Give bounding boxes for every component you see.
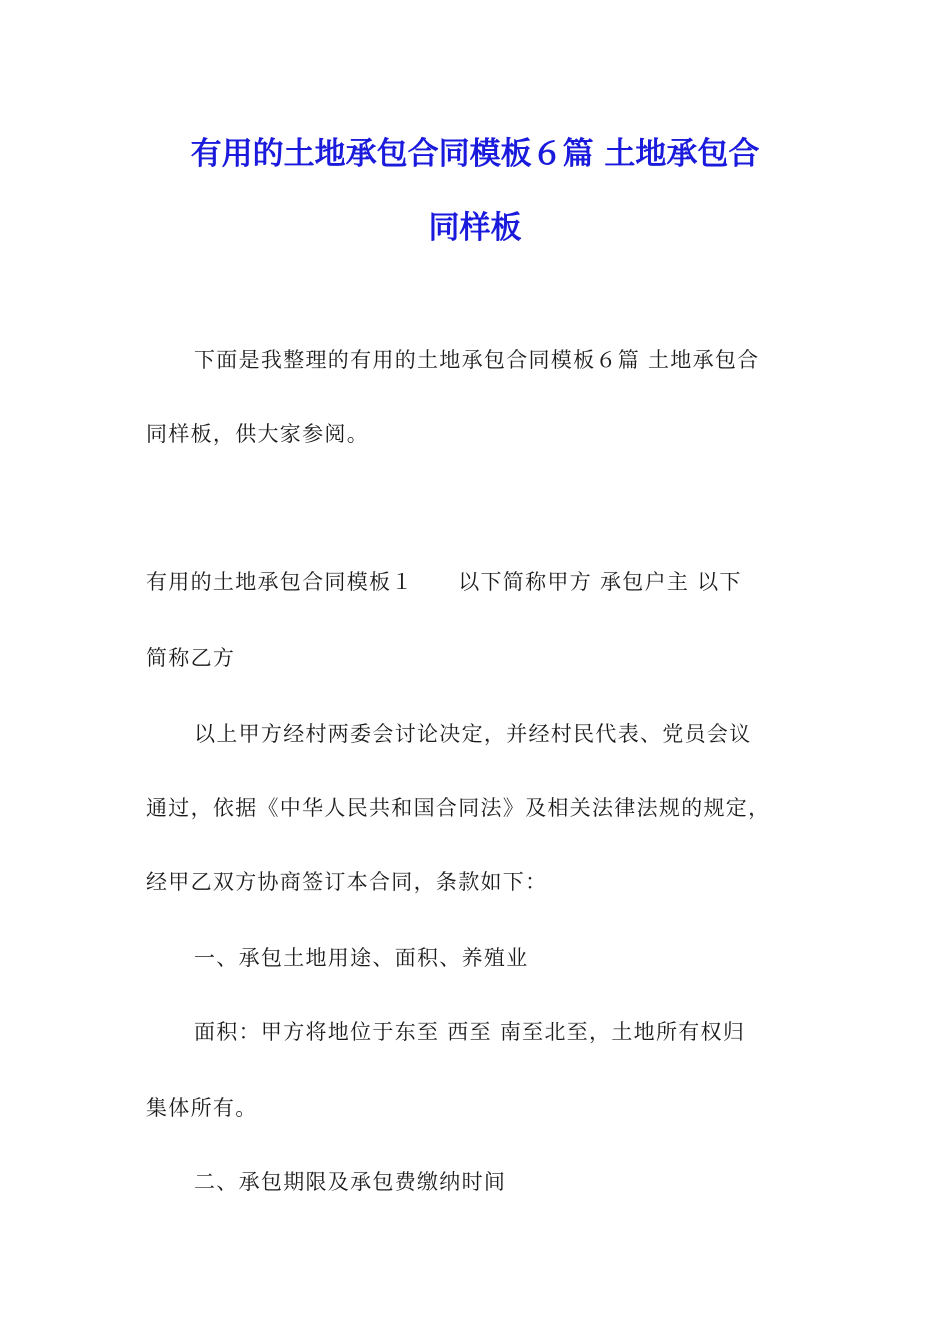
area-paragraph-line-2: 集体所有。 (146, 1096, 258, 1120)
document-title-line-1: 有用的土地承包合同模板６篇 土地承包合 (190, 136, 760, 172)
paragraph-line-3: 经甲乙双方协商签订本合同，条款如下： (146, 870, 548, 894)
paragraph-line-1: 以上甲方经村两委会讨论决定，并经村民代表、党员会议 (194, 722, 752, 746)
intro-paragraph-line-1: 下面是我整理的有用的土地承包合同模板６篇 土地承包合 (194, 348, 760, 372)
paragraph-line-2: 通过，依据《中华人民共和国合同法》及相关法律法规的规定， (146, 796, 771, 820)
document-title-line-2: 同样板 (428, 210, 522, 246)
clause-two: 二、承包期限及承包费缴纳时间 (194, 1170, 507, 1194)
clause-one: 一、承包土地用途、面积、养殖业 (194, 946, 529, 970)
section-heading-line-1: 有用的土地承包合同模板１ 以下简称甲方 承包户主 以下 (146, 570, 742, 594)
area-paragraph-line-1: 面积：甲方将地位于东至 西至 南至北至，土地所有权归 (194, 1020, 746, 1044)
intro-paragraph-line-2: 同样板，供大家参阅。 (146, 422, 369, 446)
section-heading-line-2: 简称乙方 (146, 646, 236, 670)
